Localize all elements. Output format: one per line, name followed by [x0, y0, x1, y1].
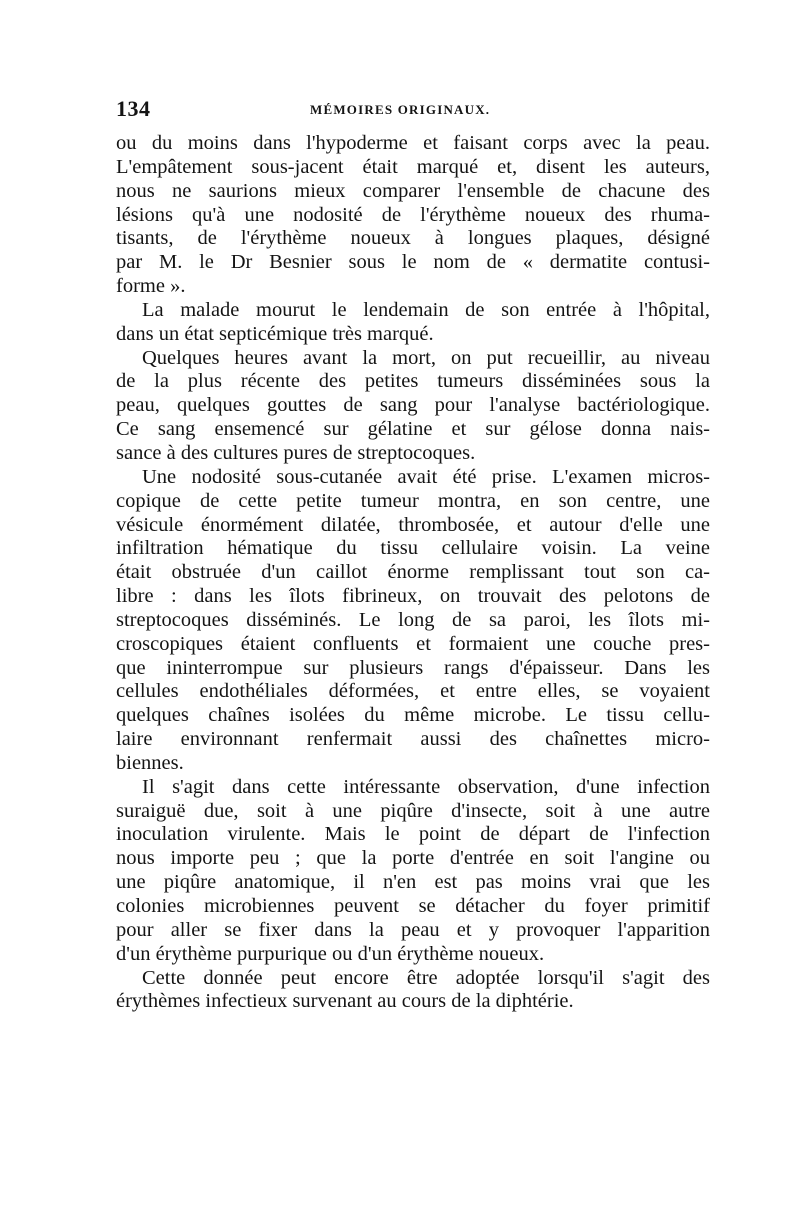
page-header — [116, 96, 710, 124]
running-head: MÉMOIRES ORIGINAUX. — [310, 102, 491, 117]
text-line: Cette donnée peut encore être adoptée lorsqu'il s'agit des — [142, 966, 710, 989]
text-line: forme ». — [116, 275, 186, 298]
text-line: sance à des cultures pures de streptocoques. — [116, 441, 476, 464]
text-line: nous importe peu ; que la porte d'entrée en soit l'angine ou — [116, 847, 710, 870]
text-line: biennes. — [116, 751, 184, 774]
text-line: La malade mourut le lendemain de son entrée à l'hôpital, — [142, 298, 710, 321]
text-line: infiltration hématique du tissu cellulaire voisin. La veine — [116, 537, 710, 560]
page-number: 134 — [116, 96, 151, 121]
text-line: lésions qu'à une nodosité de l'érythème noueux des rhuma- — [116, 203, 710, 226]
text-line: érythèmes infectieux survenant au cours de la diphtérie. — [116, 990, 574, 1013]
text-line: quelques chaînes isolées du même microbe. Le tissu cellu- — [116, 704, 710, 727]
text-line: que ininterrompue sur plusieurs rangs d'épaisseur. Dans les — [116, 656, 710, 679]
text-line: d'un érythème purpurique ou d'un érythème noueux. — [116, 942, 545, 965]
text-line: inoculation virulente. Mais le point de départ de l'infection — [116, 823, 710, 846]
text-line: copique de cette petite tumeur montra, en son centre, une — [116, 489, 710, 512]
text-line: de la plus récente des petites tumeurs disséminées sous la — [116, 370, 710, 393]
text-line: vésicule énormément dilatée, thrombosée, et autour d'elle une — [116, 513, 710, 536]
text-line: dans un état septicémique très marqué. — [116, 322, 434, 345]
text-line: croscopiques étaient confluents et formaient une couche pres- — [116, 632, 710, 655]
text-line: par M. le Dr Besnier sous le nom de « dermatite contusi- — [116, 251, 710, 274]
text-line: laire environnant renfermait aussi des chaînettes micro- — [116, 728, 710, 751]
text-line: Ce sang ensemencé sur gélatine et sur gélose donna nais- — [116, 418, 710, 441]
text-line: Il s'agit dans cette intéressante observation, d'une infection — [142, 775, 710, 798]
body-text — [116, 132, 710, 1014]
text-line: tisants, de l'érythème noueux à longues plaques, désigné — [116, 227, 710, 250]
text-line: libre : dans les îlots fibrineux, on trouvait des pelotons de — [116, 585, 710, 608]
text-line: une piqûre anatomique, il n'en est pas moins vrai que les — [116, 871, 710, 894]
text-line: peau, quelques gouttes de sang pour l'analyse bactériologique. — [116, 394, 710, 417]
text-line: suraiguë due, soit à une piqûre d'insecte, soit à une autre — [116, 799, 710, 822]
text-line: pour aller se fixer dans la peau et y provoquer l'apparition — [116, 918, 710, 941]
text-line: colonies microbiennes peuvent se détacher du foyer primitif — [116, 895, 710, 917]
text-line: Une nodosité sous-cutanée avait été prise. L'examen micros- — [142, 465, 710, 488]
text-line: ou du moins dans l'hypoderme et faisant corps avec la peau. — [116, 132, 710, 154]
text-line: nous ne saurions mieux comparer l'ensemble de chacune des — [116, 179, 710, 202]
text-line: était obstruée d'un caillot énorme remplissant tout son ca- — [116, 561, 710, 584]
text-line: streptocoques disséminés. Le long de sa paroi, les îlots mi- — [116, 608, 710, 631]
text-line: L'empâtement sous-jacent était marqué et, disent les auteurs, — [116, 155, 710, 178]
text-line: Quelques heures avant la mort, on put recueillir, au niveau — [142, 346, 710, 369]
text-line: cellules endothéliales déformées, et entre elles, se voyaient — [116, 680, 710, 703]
